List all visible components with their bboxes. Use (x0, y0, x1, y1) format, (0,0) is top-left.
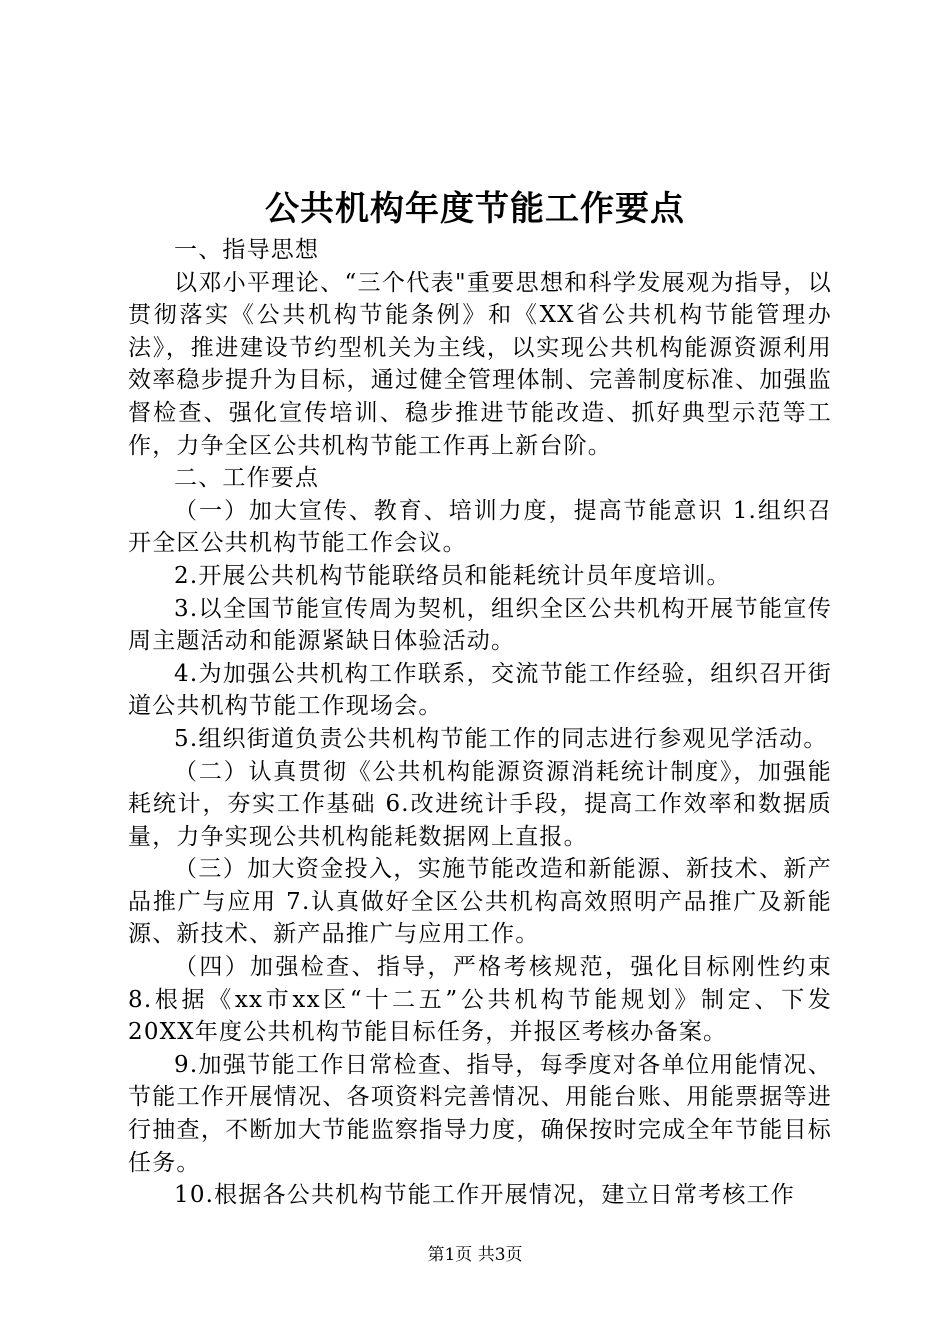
page-number-footer: 第1页 共3页 (427, 1245, 523, 1265)
body-paragraph: （四）加强检查、指导，严格考核规范，强化目标刚性约束 8.根据《xx市xx区“十二五”公共机构节能规划》制定、下发20XX年度公共机构节能目标任务，并报区考核办备案。 (128, 954, 832, 1046)
body-paragraph: 2.开展公共机构节能联络员和能耗统计员年度培训。 (174, 562, 731, 589)
body-paragraph: 9.加强节能工作日常检查、指导，每季度对各单位用能情况、节能工作开展情况、各项资料完善情况、用能台账、用能票据等进行抽查，不断加大节能监察指导力度，确保按时完成全年节能目标任务。 (128, 1051, 832, 1176)
body-paragraph: 以邓小平理论、“三个代表"重要思想和科学发展观为指导，以贯彻落实《公共机构节能条例》和《XX省公共机构节能管理办法》，推进建设节约型机关为主线，以实现公共机构能源资源利用效率稳步提升为目标，通过健全管理体制、完善制度标准、加强监督检查、强化宣传培训、稳步推进节能改造、抓好典型示范等工作，力争全区公共机构节能工作再上新台阶。 (128, 269, 832, 459)
body-paragraph: 3.以全国节能宣传周为契机，组织全区公共机构开展节能宣传周主题活动和能源紧缺日体验活动。 (128, 595, 832, 655)
section-heading: 二、工作要点 (174, 465, 320, 492)
body-paragraph: 4.为加强公共机构工作联系，交流节能工作经验，组织召开街道公共机构节能工作现场会。 (128, 660, 832, 720)
section-heading: 一、指导思想 (174, 237, 320, 263)
body-paragraph: （三）加大资金投入，实施节能改造和新能源、新技术、新产品推广与应用 7.认真做好全区公共机构高效照明产品推广及新能源、新技术、新产品推广与应用工作。 (128, 856, 832, 948)
body-paragraph: 5.组织街道负责公共机构节能工作的同志进行参观见学活动。 (174, 725, 828, 752)
body-paragraph: （一）加大宣传、教育、培训力度，提高节能意识 1.组织召开全区公共机构节能工作会议。 (128, 497, 832, 557)
document-body (128, 234, 832, 1212)
document-title: 公共机构年度节能工作要点 (265, 189, 685, 229)
body-paragraph: 10.根据各公共机构节能工作开展情况，建立日常考核工作 (174, 1182, 795, 1209)
body-paragraph: （二）认真贯彻《公共机构能源资源消耗统计制度》，加强能耗统计，夯实工作基础 6.改进统计手段，提高工作效率和数据质量，力争实现公共机构能耗数据网上直报。 (128, 758, 832, 850)
